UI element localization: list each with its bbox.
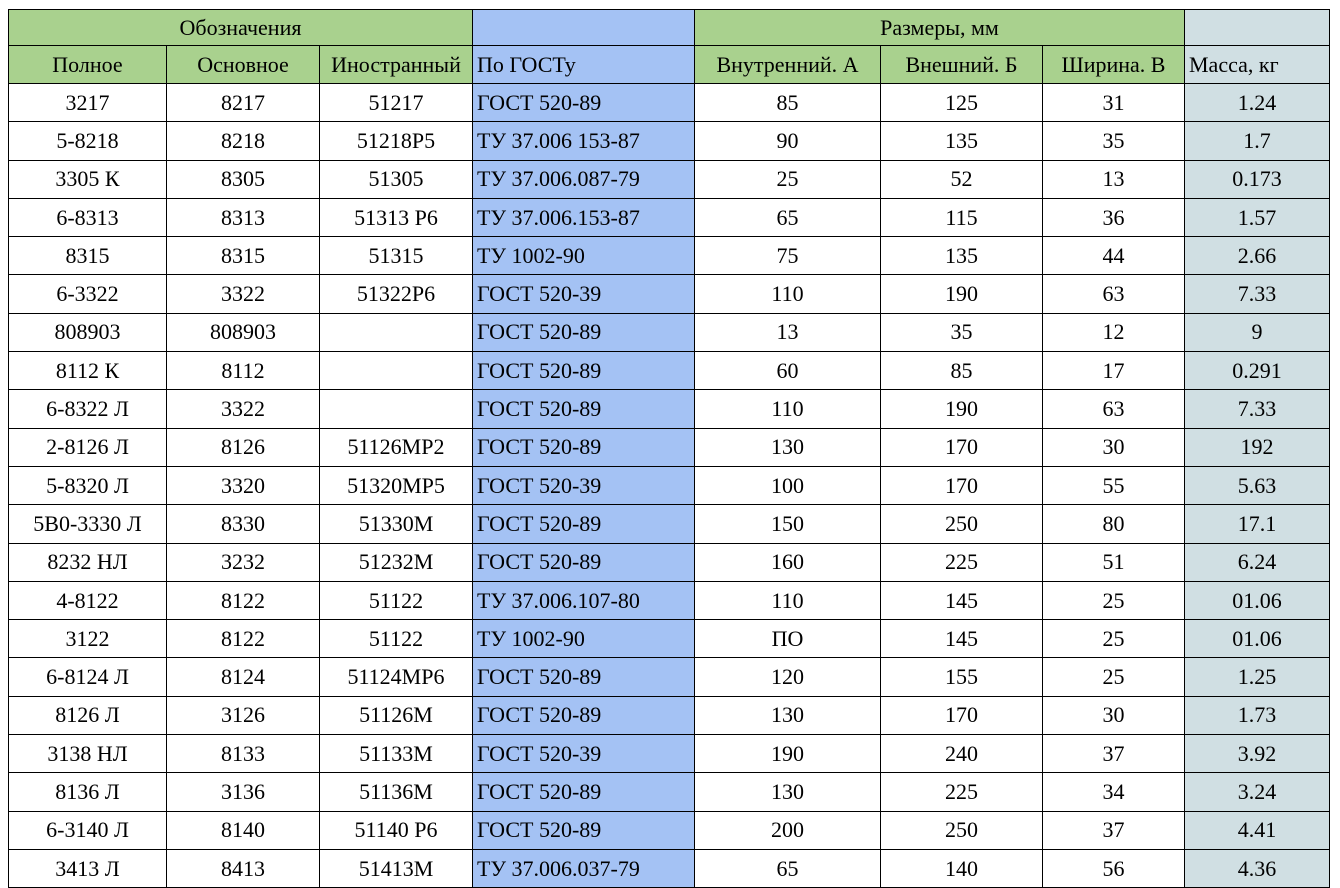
cell-full: 3138 НЛ (9, 735, 167, 773)
cell-mass: 192 (1185, 428, 1330, 466)
column-header-inner: Внутренний. А (695, 46, 881, 84)
cell-foreign: 51140 Р6 (320, 811, 473, 849)
cell-foreign: 51322Р6 (320, 275, 473, 313)
cell-width: 25 (1043, 581, 1185, 619)
cell-foreign: 51124МР6 (320, 658, 473, 696)
cell-basic: 3136 (167, 773, 320, 811)
cell-gost: ГОСТ 520-39 (473, 735, 695, 773)
column-header-basic: Основное (167, 46, 320, 84)
cell-mass: 1.25 (1185, 658, 1330, 696)
cell-gost: ГОСТ 520-89 (473, 811, 695, 849)
table-row (9, 237, 1330, 275)
cell-gost: ГОСТ 520-89 (473, 390, 695, 428)
cell-basic: 8330 (167, 505, 320, 543)
cell-basic: 8122 (167, 620, 320, 658)
cell-outer: 250 (881, 505, 1043, 543)
cell-foreign (320, 390, 473, 428)
cell-gost: ГОСТ 520-39 (473, 466, 695, 504)
cell-mass: 0.291 (1185, 352, 1330, 390)
cell-mass: 7.33 (1185, 390, 1330, 428)
cell-inner: 13 (695, 313, 881, 351)
cell-foreign: 51122 (320, 581, 473, 619)
cell-full: 4-8122 (9, 581, 167, 619)
cell-basic: 8140 (167, 811, 320, 849)
cell-mass: 01.06 (1185, 620, 1330, 658)
cell-foreign: 51126МР2 (320, 428, 473, 466)
table-row (9, 198, 1330, 236)
cell-inner: 90 (695, 122, 881, 160)
cell-width: 25 (1043, 620, 1185, 658)
cell-inner: 75 (695, 237, 881, 275)
cell-mass: 1.24 (1185, 84, 1330, 122)
cell-inner: 85 (695, 84, 881, 122)
table-row (9, 390, 1330, 428)
cell-mass: 1.57 (1185, 198, 1330, 236)
cell-foreign: 51313 Р6 (320, 198, 473, 236)
cell-width: 12 (1043, 313, 1185, 351)
cell-outer: 145 (881, 581, 1043, 619)
column-header-width: Ширина. В (1043, 46, 1185, 84)
cell-width: 17 (1043, 352, 1185, 390)
cell-foreign: 51126М (320, 696, 473, 734)
cell-basic: 8218 (167, 122, 320, 160)
cell-mass: 1.7 (1185, 122, 1330, 160)
cell-foreign: 51218P5 (320, 122, 473, 160)
cell-width: 25 (1043, 658, 1185, 696)
cell-basic: 8305 (167, 160, 320, 198)
cell-inner: 65 (695, 198, 881, 236)
cell-foreign: 51136М (320, 773, 473, 811)
cell-basic: 8126 (167, 428, 320, 466)
cell-outer: 85 (881, 352, 1043, 390)
cell-full: 3217 (9, 84, 167, 122)
cell-mass: 4.41 (1185, 811, 1330, 849)
cell-width: 63 (1043, 390, 1185, 428)
cell-outer: 135 (881, 237, 1043, 275)
cell-gost: ТУ 37.006.087-79 (473, 160, 695, 198)
cell-mass: 17.1 (1185, 505, 1330, 543)
cell-gost: ТУ 37.006.153-87 (473, 198, 695, 236)
cell-gost: ГОСТ 520-39 (473, 275, 695, 313)
cell-gost: ГОСТ 520-89 (473, 352, 695, 390)
cell-full: 5В0-3330 Л (9, 505, 167, 543)
cell-foreign: 51133М (320, 735, 473, 773)
cell-basic: 3126 (167, 696, 320, 734)
cell-full: 8112 К (9, 352, 167, 390)
cell-full: 3413 Л (9, 849, 167, 887)
cell-foreign (320, 352, 473, 390)
cell-outer: 240 (881, 735, 1043, 773)
cell-foreign: 51413М (320, 849, 473, 887)
cell-inner: 120 (695, 658, 881, 696)
table-row (9, 735, 1330, 773)
cell-basic: 3232 (167, 543, 320, 581)
cell-gost: ТУ 37.006 153-87 (473, 122, 695, 160)
cell-outer: 225 (881, 773, 1043, 811)
cell-outer: 145 (881, 620, 1043, 658)
cell-width: 13 (1043, 160, 1185, 198)
cell-outer: 135 (881, 122, 1043, 160)
cell-mass: 01.06 (1185, 581, 1330, 619)
column-header-outer: Внешний. Б (881, 46, 1043, 84)
table-row (9, 466, 1330, 504)
cell-full: 5-8218 (9, 122, 167, 160)
table-row (9, 275, 1330, 313)
mass-header-top (1185, 10, 1330, 46)
cell-foreign: 51217 (320, 84, 473, 122)
column-header-foreign: Иностранный (320, 46, 473, 84)
cell-full: 8232 НЛ (9, 543, 167, 581)
cell-foreign: 51122 (320, 620, 473, 658)
cell-inner: ПО (695, 620, 881, 658)
cell-gost: ГОСТ 520-89 (473, 543, 695, 581)
cell-full: 6-8313 (9, 198, 167, 236)
cell-outer: 225 (881, 543, 1043, 581)
cell-basic: 8315 (167, 237, 320, 275)
cell-mass: 1.73 (1185, 696, 1330, 734)
cell-basic: 3322 (167, 275, 320, 313)
cell-full: 6-8322 Л (9, 390, 167, 428)
cell-inner: 130 (695, 428, 881, 466)
cell-width: 80 (1043, 505, 1185, 543)
cell-width: 36 (1043, 198, 1185, 236)
table-row (9, 122, 1330, 160)
group-header-designations: Обозначения (9, 10, 473, 46)
cell-gost: ТУ 1002-90 (473, 620, 695, 658)
cell-mass: 9 (1185, 313, 1330, 351)
cell-full: 3122 (9, 620, 167, 658)
cell-width: 44 (1043, 237, 1185, 275)
cell-inner: 110 (695, 275, 881, 313)
cell-width: 63 (1043, 275, 1185, 313)
table-row (9, 505, 1330, 543)
cell-gost: ГОСТ 520-89 (473, 696, 695, 734)
cell-gost: ГОСТ 520-89 (473, 658, 695, 696)
cell-gost: ГОСТ 520-89 (473, 773, 695, 811)
cell-outer: 140 (881, 849, 1043, 887)
cell-basic: 8122 (167, 581, 320, 619)
gost-header-top (473, 10, 695, 46)
table-row (9, 581, 1330, 619)
cell-width: 37 (1043, 811, 1185, 849)
cell-gost: ГОСТ 520-89 (473, 505, 695, 543)
cell-basic: 3320 (167, 466, 320, 504)
cell-mass: 0.173 (1185, 160, 1330, 198)
cell-full: 2-8126 Л (9, 428, 167, 466)
cell-inner: 130 (695, 773, 881, 811)
cell-outer: 115 (881, 198, 1043, 236)
cell-inner: 200 (695, 811, 881, 849)
cell-mass: 7.33 (1185, 275, 1330, 313)
cell-outer: 170 (881, 428, 1043, 466)
column-header-mass: Масса, кг (1185, 46, 1330, 84)
table-row (9, 620, 1330, 658)
cell-gost: ТУ 37.006.107-80 (473, 581, 695, 619)
cell-inner: 60 (695, 352, 881, 390)
table-row (9, 352, 1330, 390)
table-row (9, 696, 1330, 734)
cell-mass: 3.24 (1185, 773, 1330, 811)
cell-full: 3305 К (9, 160, 167, 198)
cell-width: 51 (1043, 543, 1185, 581)
cell-full: 6-3140 Л (9, 811, 167, 849)
cell-foreign (320, 313, 473, 351)
cell-gost: ТУ 37.006.037-79 (473, 849, 695, 887)
column-header-gost: По ГОСТу (473, 46, 695, 84)
cell-foreign: 51315 (320, 237, 473, 275)
cell-outer: 170 (881, 696, 1043, 734)
column-header-full: Полное (9, 46, 167, 84)
cell-width: 55 (1043, 466, 1185, 504)
cell-gost: ГОСТ 520-89 (473, 313, 695, 351)
cell-full: 8126 Л (9, 696, 167, 734)
cell-foreign: 51232М (320, 543, 473, 581)
cell-full: 5-8320 Л (9, 466, 167, 504)
cell-outer: 170 (881, 466, 1043, 504)
cell-width: 35 (1043, 122, 1185, 160)
table-row (9, 84, 1330, 122)
cell-outer: 250 (881, 811, 1043, 849)
cell-mass: 4.36 (1185, 849, 1330, 887)
cell-foreign: 51320МР5 (320, 466, 473, 504)
cell-inner: 110 (695, 390, 881, 428)
cell-basic: 8124 (167, 658, 320, 696)
cell-full: 6-8124 Л (9, 658, 167, 696)
cell-gost: ТУ 1002-90 (473, 237, 695, 275)
cell-foreign: 51305 (320, 160, 473, 198)
cell-inner: 190 (695, 735, 881, 773)
cell-inner: 65 (695, 849, 881, 887)
table-row (9, 543, 1330, 581)
cell-basic: 8112 (167, 352, 320, 390)
cell-outer: 35 (881, 313, 1043, 351)
cell-full: 6-3322 (9, 275, 167, 313)
cell-basic: 8313 (167, 198, 320, 236)
cell-inner: 110 (695, 581, 881, 619)
cell-basic: 8217 (167, 84, 320, 122)
cell-outer: 190 (881, 275, 1043, 313)
cell-inner: 100 (695, 466, 881, 504)
cell-full: 8315 (9, 237, 167, 275)
cell-outer: 155 (881, 658, 1043, 696)
cell-mass: 3.92 (1185, 735, 1330, 773)
cell-basic: 8133 (167, 735, 320, 773)
group-header-sizes: Размеры, мм (695, 10, 1185, 46)
cell-width: 30 (1043, 428, 1185, 466)
cell-width: 31 (1043, 84, 1185, 122)
cell-basic: 8413 (167, 849, 320, 887)
cell-outer: 125 (881, 84, 1043, 122)
cell-width: 30 (1043, 696, 1185, 734)
cell-basic: 3322 (167, 390, 320, 428)
cell-mass: 6.24 (1185, 543, 1330, 581)
cell-mass: 2.66 (1185, 237, 1330, 275)
cell-inner: 150 (695, 505, 881, 543)
cell-width: 56 (1043, 849, 1185, 887)
table-row (9, 773, 1330, 811)
cell-width: 37 (1043, 735, 1185, 773)
cell-gost: ГОСТ 520-89 (473, 428, 695, 466)
cell-inner: 25 (695, 160, 881, 198)
cell-inner: 130 (695, 696, 881, 734)
cell-basic: 808903 (167, 313, 320, 351)
table-row (9, 811, 1330, 849)
cell-outer: 190 (881, 390, 1043, 428)
cell-foreign: 51330М (320, 505, 473, 543)
table-row (9, 658, 1330, 696)
cell-inner: 160 (695, 543, 881, 581)
cell-full: 808903 (9, 313, 167, 351)
table-row (9, 160, 1330, 198)
bearings-table (8, 9, 1330, 888)
table-row (9, 313, 1330, 351)
cell-gost: ГОСТ 520-89 (473, 84, 695, 122)
cell-outer: 52 (881, 160, 1043, 198)
cell-full: 8136 Л (9, 773, 167, 811)
cell-mass: 5.63 (1185, 466, 1330, 504)
cell-width: 34 (1043, 773, 1185, 811)
table-row (9, 428, 1330, 466)
